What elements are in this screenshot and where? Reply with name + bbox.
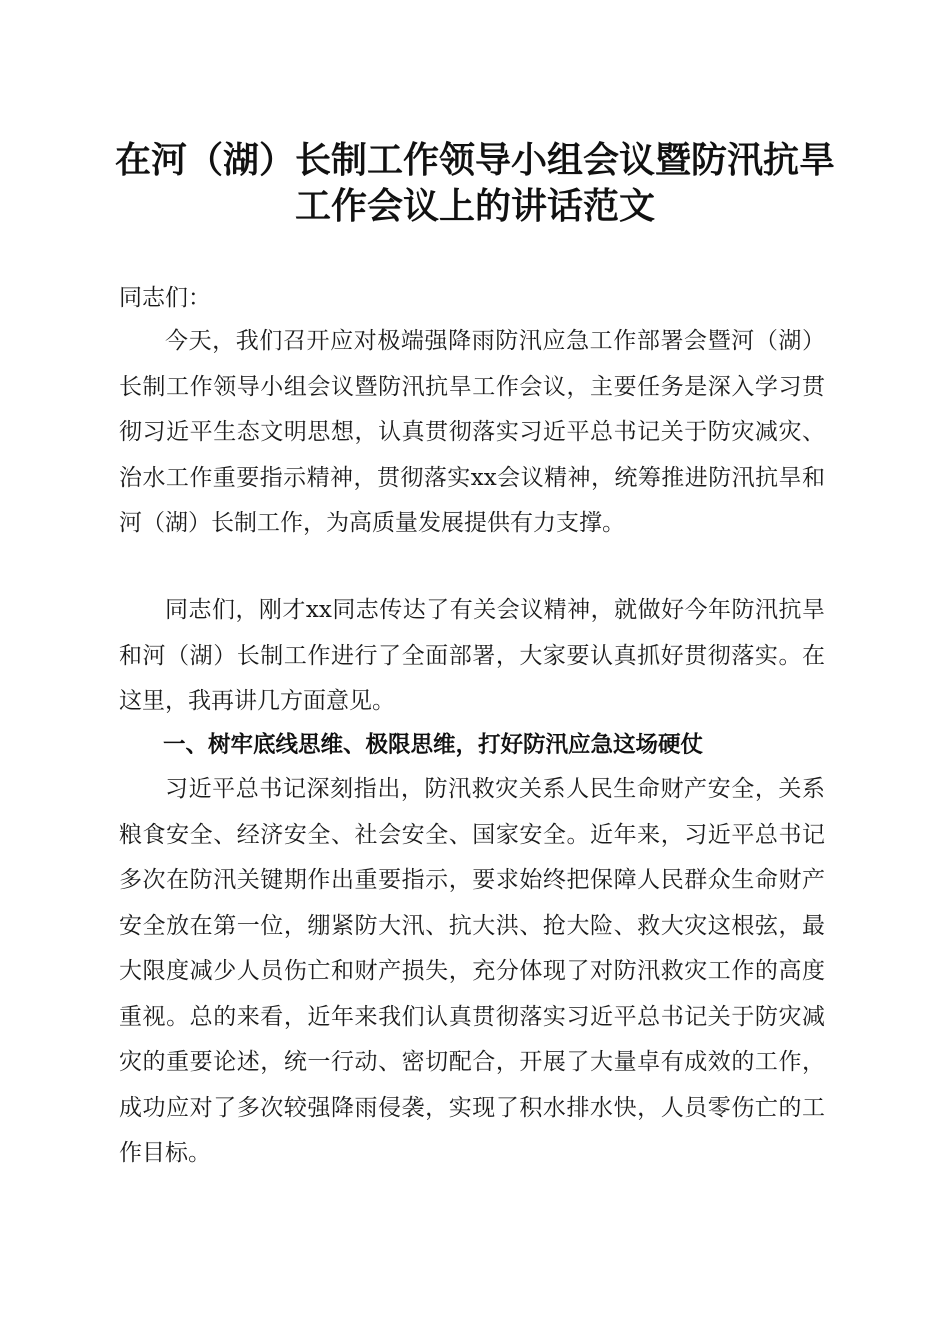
salutation: 同志们：	[119, 285, 211, 311]
paragraph-section-1: 习近平总书记深刻指出，防汛救灾关系人民生命财产安全，关系粮食安全、经济安全、社会安全、国家安全。近年来，习近平总书记多次在防汛关键期作出重要指示，要求始终把保障人民群众生命财产安全放在第一位，绷紧防大汛、抗大洪、抢大险、救大灾这根弦，最大限度减少人员伤亡和财产损失，充分体现了对防汛救灾工作的高度重视。总的来看，近年来我们认真贯彻落实习近平总书记关于防灾减灾的重要论述，统一行动、密切配合，开展了大量卓有成效的工作，成功应对了多次较强降雨侵袭，实现了积水排水快，人员零伤亡的工作目标。	[119, 776, 825, 1166]
paragraph-opening: 今天，我们召开应对极端强降雨防汛应急工作部署会暨河（湖）长制工作领导小组会议暨防汛抗旱工作会议，主要任务是深入学习贯彻习近平生态文明思想，认真贯彻落实习近平总书记关于防灾减灾、治水工作重要指示精神，贯彻落实xx会议精神，统筹推进防汛抗旱和河（湖）长制工作，为高质量发展提供有力支撑。	[119, 328, 825, 536]
document-title-line-1: 在河（湖）长制工作领导小组会议暨防汛抗旱	[114, 139, 835, 181]
paragraph-transition: 同志们，刚才xx同志传达了有关会议精神，就做好今年防汛抗旱和河（湖）长制工作进行了全面部署，大家要认真抓好贯彻落实。在这里，我再讲几方面意见。	[119, 597, 825, 714]
section-heading-1: 一、树牢底线思维、极限思维，打好防汛应急这场硬仗	[163, 732, 704, 758]
document-title-line-2: 工作会议上的讲话范文	[294, 185, 655, 227]
